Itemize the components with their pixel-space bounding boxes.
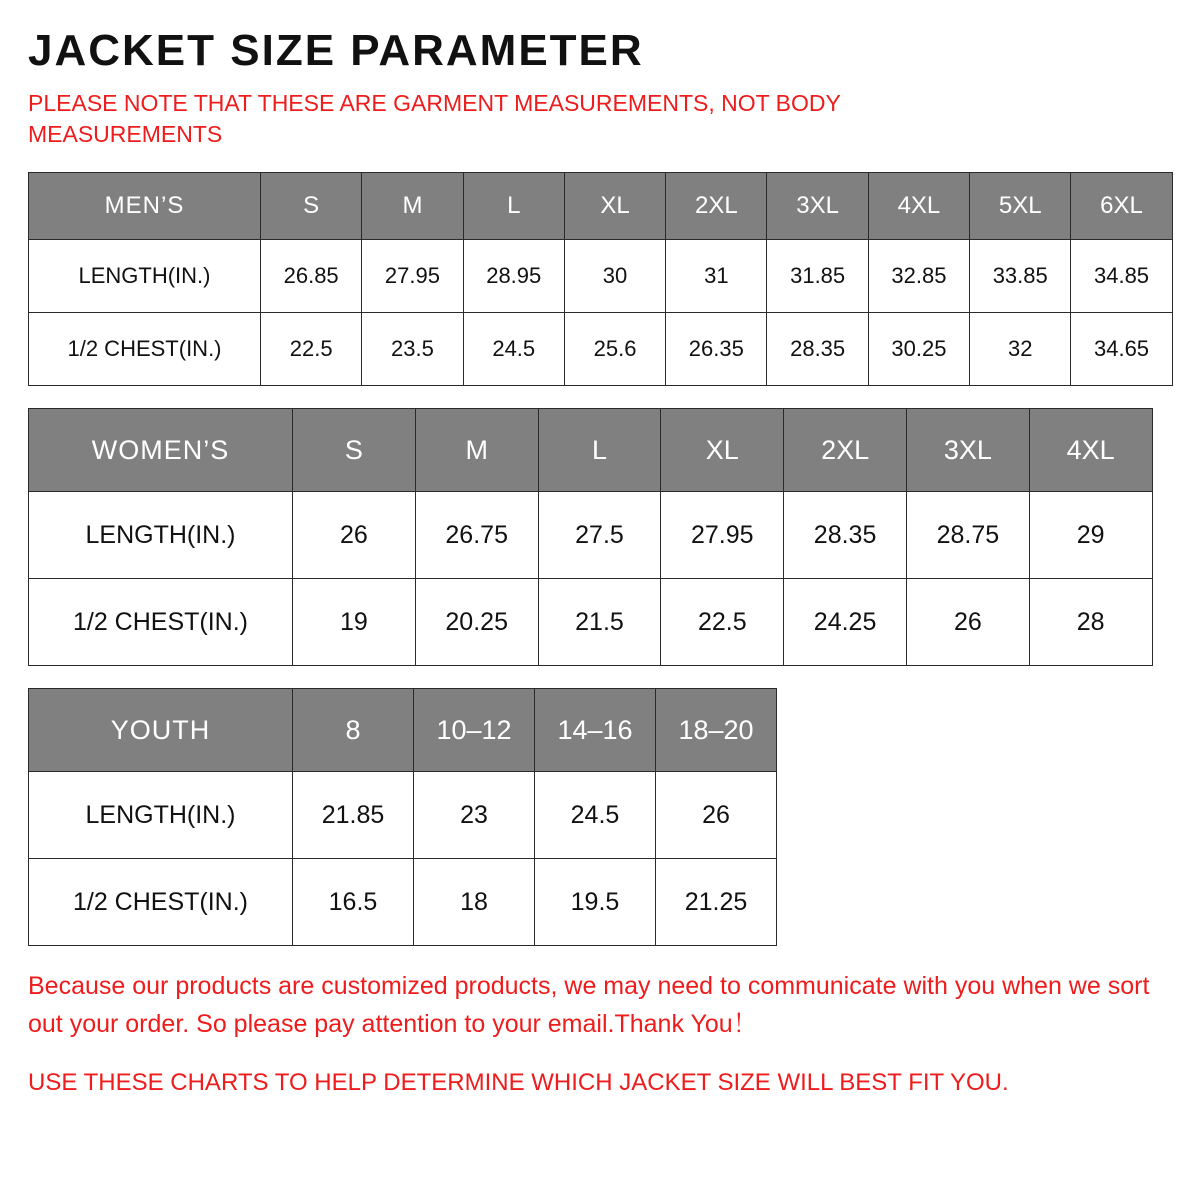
- table-header-cell: XL: [564, 173, 665, 240]
- table-header-row: [29, 173, 1173, 240]
- table-cell: 19: [293, 579, 416, 666]
- table-header-row: [29, 689, 777, 772]
- table-header-cell: YOUTH: [29, 689, 293, 772]
- youth-size-table: [28, 688, 777, 946]
- table-header-cell: MEN’S: [29, 173, 261, 240]
- measurement-note: PLEASE NOTE THAT THESE ARE GARMENT MEASUREMENTS, NOT BODY MEASUREMENTS: [28, 90, 841, 148]
- table-cell: 27.95: [362, 240, 463, 313]
- table-cell: 16.5: [293, 859, 414, 946]
- table-header-cell: XL: [661, 409, 784, 492]
- table-cell: 27.5: [538, 492, 661, 579]
- table-cell: 34.85: [1071, 240, 1172, 313]
- table-row: [29, 313, 1173, 386]
- table-header-row: [29, 409, 1153, 492]
- table-header-cell: 8: [293, 689, 414, 772]
- table-row: [29, 579, 1153, 666]
- footer-paragraph-charts-help: USE THESE CHARTS TO HELP DETERMINE WHICH JACKET SIZE WILL BEST FIT YOU.: [28, 1069, 1009, 1097]
- table-row: [29, 492, 1153, 579]
- table-row: [29, 240, 1173, 313]
- table-header-cell: 3XL: [767, 173, 868, 240]
- table-cell: 20.25: [415, 579, 538, 666]
- table-cell: 26.35: [666, 313, 767, 386]
- table-cell: 26: [656, 772, 777, 859]
- table-header-cell: M: [415, 409, 538, 492]
- table-header-cell: WOMEN’S: [29, 409, 293, 492]
- table-cell: 22.5: [661, 579, 784, 666]
- row-label: 1/2 CHEST(IN.): [29, 579, 293, 666]
- table-header-cell: 2XL: [784, 409, 907, 492]
- table-row: [29, 772, 777, 859]
- table-cell: 26: [906, 579, 1029, 666]
- table-header-cell: 4XL: [1029, 409, 1152, 492]
- table-cell: 30: [564, 240, 665, 313]
- table-cell: 19.5: [535, 859, 656, 946]
- table-cell: 21.85: [293, 772, 414, 859]
- footer-notes: [28, 968, 1168, 1101]
- page-title: JACKET SIZE PARAMETER: [28, 26, 644, 75]
- table-row: [29, 859, 777, 946]
- table-header-cell: 4XL: [868, 173, 969, 240]
- row-label: LENGTH(IN.): [29, 492, 293, 579]
- table-header-cell: 14–16: [535, 689, 656, 772]
- table-cell: 23.5: [362, 313, 463, 386]
- row-label: 1/2 CHEST(IN.): [29, 859, 293, 946]
- table-header-cell: L: [463, 173, 564, 240]
- table-cell: 21.5: [538, 579, 661, 666]
- table-header-cell: M: [362, 173, 463, 240]
- table-cell: 34.65: [1071, 313, 1172, 386]
- table-header-cell: S: [293, 409, 416, 492]
- table-cell: 28.35: [767, 313, 868, 386]
- table-cell: 24.5: [535, 772, 656, 859]
- table-cell: 18: [414, 859, 535, 946]
- table-cell: 22.5: [261, 313, 362, 386]
- table-cell: 25.6: [564, 313, 665, 386]
- table-cell: 32: [970, 313, 1071, 386]
- table-header-cell: 18–20: [656, 689, 777, 772]
- table-cell: 28.35: [784, 492, 907, 579]
- table-cell: 24.5: [463, 313, 564, 386]
- mens-size-table: [28, 172, 1173, 386]
- row-label: 1/2 CHEST(IN.): [29, 313, 261, 386]
- table-cell: 30.25: [868, 313, 969, 386]
- table-header-cell: L: [538, 409, 661, 492]
- table-header-cell: 2XL: [666, 173, 767, 240]
- table-cell: 31.85: [767, 240, 868, 313]
- table-cell: 29: [1029, 492, 1152, 579]
- table-cell: 32.85: [868, 240, 969, 313]
- table-header-cell: 3XL: [906, 409, 1029, 492]
- row-label: LENGTH(IN.): [29, 240, 261, 313]
- row-label: LENGTH(IN.): [29, 772, 293, 859]
- table-cell: 26.85: [261, 240, 362, 313]
- table-cell: 27.95: [661, 492, 784, 579]
- table-header-cell: 10–12: [414, 689, 535, 772]
- table-header-cell: 5XL: [970, 173, 1071, 240]
- table-cell: 28: [1029, 579, 1152, 666]
- table-cell: 21.25: [656, 859, 777, 946]
- table-cell: 23: [414, 772, 535, 859]
- footer-paragraph-customization: Because our products are customized products, we may need to communicate with you when we sort out your order. So please pay attention to your email.Thank You！: [28, 972, 1150, 1038]
- table-cell: 26.75: [415, 492, 538, 579]
- table-header-cell: S: [261, 173, 362, 240]
- table-cell: 28.75: [906, 492, 1029, 579]
- table-cell: 26: [293, 492, 416, 579]
- table-cell: 24.25: [784, 579, 907, 666]
- table-cell: 31: [666, 240, 767, 313]
- table-cell: 33.85: [970, 240, 1071, 313]
- table-header-cell: 6XL: [1071, 173, 1172, 240]
- table-cell: 28.95: [463, 240, 564, 313]
- womens-size-table: [28, 408, 1153, 666]
